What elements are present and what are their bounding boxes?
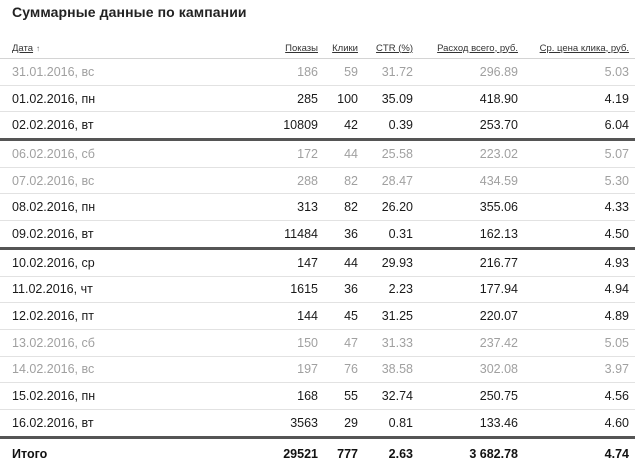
- cell-date: 16.02.2016, вт: [0, 409, 200, 437]
- column-header-clicks-label[interactable]: Клики: [332, 42, 358, 54]
- cell-cost: 250.75: [419, 383, 524, 410]
- page-title: Суммарные данные по кампании: [12, 4, 247, 20]
- column-header-cost-label[interactable]: Расход всего, руб.: [437, 42, 518, 54]
- cell-cost: 434.59: [419, 167, 524, 194]
- cell-clicks: 36: [324, 276, 364, 303]
- cell-cost: 418.90: [419, 85, 524, 112]
- cell-cost: 237.42: [419, 329, 524, 356]
- cell-cost: 223.02: [419, 140, 524, 168]
- cell-clicks: 55: [324, 383, 364, 410]
- cell-cost: 296.89: [419, 59, 524, 86]
- cell-date: 02.02.2016, вт: [0, 112, 200, 140]
- cell-shows: 168: [200, 383, 324, 410]
- cell-cpc: 4.89: [524, 303, 635, 330]
- total-label: Итого: [12, 446, 48, 461]
- column-header-shows-label[interactable]: Показы: [285, 42, 318, 54]
- cell-date: 31.01.2016, вс: [0, 59, 200, 86]
- cell-clicks: 59: [324, 59, 364, 86]
- cell-shows: 285: [200, 85, 324, 112]
- column-header-cpc[interactable]: [524, 38, 635, 59]
- header-row: [0, 38, 635, 59]
- cell-cpc: 4.19: [524, 85, 635, 112]
- cell-clicks: 82: [324, 167, 364, 194]
- cell-cost: 220.07: [419, 303, 524, 330]
- table-row: [0, 194, 635, 221]
- cell-cpc: 5.05: [524, 329, 635, 356]
- cell-clicks: 29: [324, 409, 364, 437]
- sort-ascending-icon[interactable]: ↑: [36, 43, 41, 53]
- table-row: [0, 356, 635, 383]
- cell-clicks: 76: [324, 356, 364, 383]
- cell-shows: 186: [200, 59, 324, 86]
- cell-cost: 162.13: [419, 221, 524, 249]
- cell-shows: 147: [200, 248, 324, 276]
- cell-cpc: 4.93: [524, 248, 635, 276]
- table-row: [0, 140, 635, 168]
- table-row: [0, 276, 635, 303]
- cell-cpc: 4.60: [524, 409, 635, 437]
- cell-cpc: 5.30: [524, 167, 635, 194]
- table-row: [0, 59, 635, 86]
- table-row: [0, 221, 635, 249]
- cell-ctr: 26.20: [364, 194, 419, 221]
- total-cpc: 4.74: [604, 446, 629, 461]
- cell-shows: 313: [200, 194, 324, 221]
- cell-ctr: 31.72: [364, 59, 419, 86]
- cell-shows: 150: [200, 329, 324, 356]
- cell-ctr: 38.58: [364, 356, 419, 383]
- column-header-ctr[interactable]: [364, 38, 419, 59]
- cell-cpc: 4.94: [524, 276, 635, 303]
- table-row: [0, 383, 635, 410]
- cell-cost: 253.70: [419, 112, 524, 140]
- cell-ctr: 31.25: [364, 303, 419, 330]
- cell-shows: 3563: [200, 409, 324, 437]
- cell-ctr: 0.31: [364, 221, 419, 249]
- cell-shows: 144: [200, 303, 324, 330]
- table-row: [0, 248, 635, 276]
- column-header-date-label[interactable]: Дата: [12, 42, 34, 54]
- cell-ctr: 2.23: [364, 276, 419, 303]
- cell-cpc: 5.03: [524, 59, 635, 86]
- cell-shows: 1615: [200, 276, 324, 303]
- total-row: [0, 437, 635, 469]
- cell-ctr: 35.09: [364, 85, 419, 112]
- cell-cpc: 4.50: [524, 221, 635, 249]
- campaign-stats-table: [0, 38, 635, 469]
- total-ctr: 2.63: [388, 446, 413, 461]
- cell-clicks: 42: [324, 112, 364, 140]
- cell-shows: 197: [200, 356, 324, 383]
- total-clicks: 777: [337, 446, 358, 461]
- table-row: [0, 167, 635, 194]
- cell-date: 07.02.2016, вс: [0, 167, 200, 194]
- column-header-cpc-label[interactable]: Ср. цена клика, руб.: [539, 42, 629, 54]
- cell-date: 08.02.2016, пн: [0, 194, 200, 221]
- cell-date: 14.02.2016, вс: [0, 356, 200, 383]
- cell-shows: 10809: [200, 112, 324, 140]
- cell-cost: 302.08: [419, 356, 524, 383]
- cell-date: 15.02.2016, пн: [0, 383, 200, 410]
- column-header-clicks[interactable]: [324, 38, 364, 59]
- cell-date: 06.02.2016, сб: [0, 140, 200, 168]
- cell-ctr: 32.74: [364, 383, 419, 410]
- cell-cpc: 4.33: [524, 194, 635, 221]
- cell-cpc: 5.07: [524, 140, 635, 168]
- cell-cost: 177.94: [419, 276, 524, 303]
- cell-date: 10.02.2016, ср: [0, 248, 200, 276]
- cell-clicks: 44: [324, 248, 364, 276]
- cell-cpc: 6.04: [524, 112, 635, 140]
- cell-shows: 288: [200, 167, 324, 194]
- cell-date: 01.02.2016, пн: [0, 85, 200, 112]
- cell-ctr: 25.58: [364, 140, 419, 168]
- cell-clicks: 47: [324, 329, 364, 356]
- cell-ctr: 31.33: [364, 329, 419, 356]
- column-header-date[interactable]: [0, 38, 200, 59]
- cell-ctr: 0.81: [364, 409, 419, 437]
- column-header-cost[interactable]: [419, 38, 524, 59]
- total-cost: 3 682.78: [469, 446, 518, 461]
- cell-shows: 172: [200, 140, 324, 168]
- cell-shows: 11484: [200, 221, 324, 249]
- total-shows: 29521: [283, 446, 318, 461]
- table-row: [0, 85, 635, 112]
- cell-date: 13.02.2016, сб: [0, 329, 200, 356]
- cell-cost: 133.46: [419, 409, 524, 437]
- cell-cost: 355.06: [419, 194, 524, 221]
- cell-clicks: 82: [324, 194, 364, 221]
- cell-clicks: 45: [324, 303, 364, 330]
- table-row: [0, 409, 635, 437]
- cell-ctr: 29.93: [364, 248, 419, 276]
- cell-date: 11.02.2016, чт: [0, 276, 200, 303]
- cell-clicks: 100: [324, 85, 364, 112]
- column-header-ctr-label[interactable]: CTR (%): [376, 42, 413, 54]
- column-header-shows[interactable]: [200, 38, 324, 59]
- cell-date: 09.02.2016, вт: [0, 221, 200, 249]
- table-row: [0, 303, 635, 330]
- cell-clicks: 44: [324, 140, 364, 168]
- cell-ctr: 0.39: [364, 112, 419, 140]
- table-row: [0, 329, 635, 356]
- cell-clicks: 36: [324, 221, 364, 249]
- cell-cpc: 4.56: [524, 383, 635, 410]
- cell-date: 12.02.2016, пт: [0, 303, 200, 330]
- cell-ctr: 28.47: [364, 167, 419, 194]
- table-row: [0, 112, 635, 140]
- cell-cpc: 3.97: [524, 356, 635, 383]
- cell-cost: 216.77: [419, 248, 524, 276]
